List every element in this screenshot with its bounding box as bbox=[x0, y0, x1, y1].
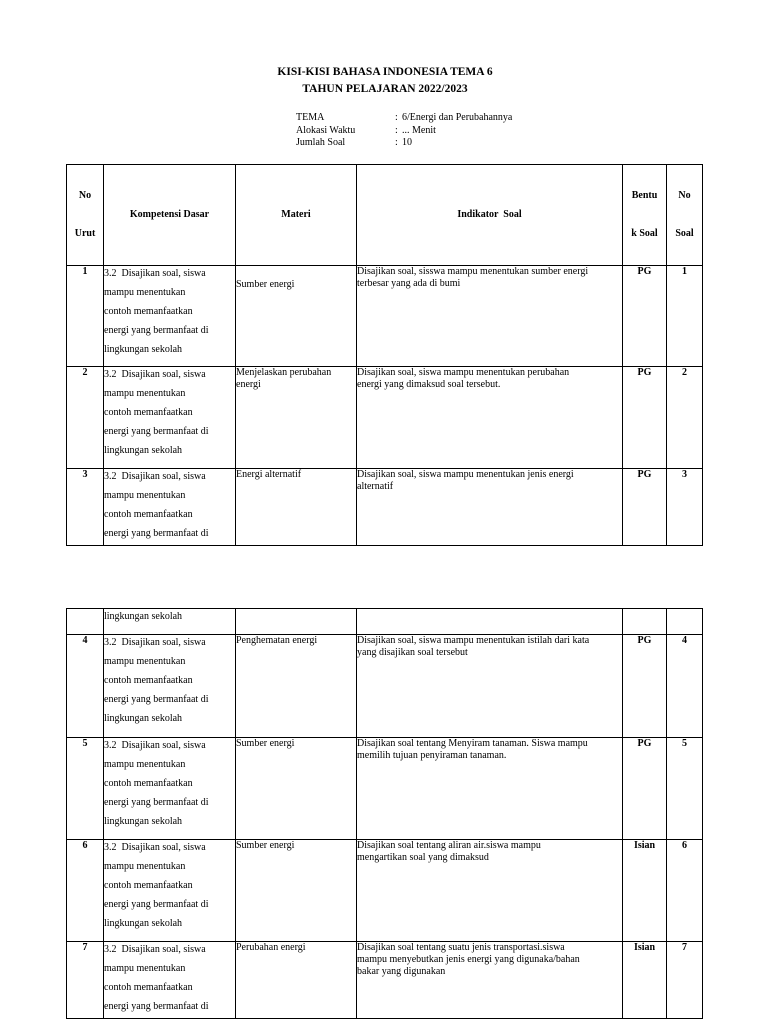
no-soal: 7 bbox=[682, 942, 687, 953]
materi-text bbox=[236, 840, 356, 852]
indikator-soal-text bbox=[357, 738, 622, 762]
kompetensi-dasar-text bbox=[104, 266, 235, 360]
header-line: Urut bbox=[74, 227, 96, 239]
indikator-soal-line: yang disajikan soal tersebut bbox=[357, 647, 468, 658]
kompetensi-dasar-line: lingkungan sekolah bbox=[104, 344, 183, 355]
kompetensi-dasar-line: mampu menentukan bbox=[104, 287, 186, 298]
table-row bbox=[67, 840, 703, 942]
header-bentuk-soal bbox=[623, 165, 667, 266]
header-line: Bentu bbox=[631, 190, 658, 201]
indikator-soal-line: Disajikan soal, siswa mampu menentukan perubahan bbox=[357, 367, 570, 378]
indikator-soal-text bbox=[357, 266, 622, 290]
bentuk-soal: Isian bbox=[633, 840, 656, 851]
indikator-soal-text bbox=[357, 367, 622, 391]
kompetensi-dasar-line: contoh memanfaatkan bbox=[104, 306, 193, 317]
kompetensi-dasar-cell bbox=[104, 840, 236, 942]
bentuk-soal: PG bbox=[637, 367, 652, 378]
kompetensi-dasar-cell bbox=[104, 266, 236, 367]
kompetensi-dasar-line: 3.2 Disajikan soal, siswa bbox=[104, 637, 206, 648]
bentuk-soal: PG bbox=[637, 635, 652, 646]
materi-line: Sumber energi bbox=[236, 738, 295, 749]
materi-cell bbox=[236, 738, 357, 840]
materi-line: energi bbox=[236, 379, 261, 390]
row-number-cell bbox=[67, 367, 104, 469]
no-soal: 3 bbox=[682, 469, 687, 480]
indikator-soal-line: energi yang dimaksud soal tersebut. bbox=[357, 379, 501, 390]
meta-value: 10 bbox=[402, 137, 412, 148]
bentuk-soal-cell bbox=[623, 367, 667, 469]
kompetensi-dasar-line: energi yang bermanfaat di bbox=[104, 528, 209, 539]
indikator-soal-line: memilih tujuan penyiraman tanaman. bbox=[357, 750, 507, 761]
kompetensi-dasar-text bbox=[104, 469, 235, 544]
document-title bbox=[0, 64, 768, 98]
kompetensi-dasar-line: 3.2 Disajikan soal, siswa bbox=[104, 369, 206, 380]
table-row bbox=[67, 609, 703, 635]
kompetensi-dasar-line: lingkungan sekolah bbox=[104, 918, 183, 929]
row-number-cell bbox=[67, 942, 104, 1019]
indikator-soal-line: mampu menyebutkan jenis energi yang digunaka/bahan bbox=[357, 954, 580, 965]
bentuk-soal-cell bbox=[623, 266, 667, 367]
table-header-row bbox=[67, 165, 703, 266]
bentuk-soal: PG bbox=[637, 738, 652, 749]
indikator-soal-cell bbox=[357, 609, 623, 635]
indikator-soal-text bbox=[357, 635, 622, 659]
row-number: 5 bbox=[82, 738, 88, 749]
no-soal: 4 bbox=[682, 635, 687, 646]
title-line-2: TAHUN PELAJARAN 2022/2023 bbox=[302, 83, 468, 95]
kompetensi-dasar-cell bbox=[104, 942, 236, 1019]
meta-info-block bbox=[296, 112, 512, 150]
kompetensi-dasar-line: mampu menentukan bbox=[104, 490, 186, 501]
kompetensi-dasar-line: 3.2 Disajikan soal, siswa bbox=[104, 471, 206, 482]
indikator-soal-line: Disajikan soal tentang suatu jenis transportasi.siswa bbox=[357, 942, 565, 953]
materi-cell bbox=[236, 635, 357, 738]
indikator-soal-cell bbox=[357, 469, 623, 546]
row-number-cell bbox=[67, 266, 104, 367]
no-soal: 6 bbox=[682, 840, 687, 851]
kompetensi-dasar-line: lingkungan sekolah bbox=[104, 713, 183, 724]
row-number: 4 bbox=[82, 635, 88, 646]
kompetensi-dasar-text bbox=[104, 840, 235, 934]
kompetensi-dasar-text bbox=[104, 367, 235, 461]
row-number-cell bbox=[67, 635, 104, 738]
table-body bbox=[67, 266, 703, 546]
materi-line: Sumber energi bbox=[236, 840, 295, 851]
no-soal: 1 bbox=[682, 266, 687, 277]
kompetensi-dasar-line: contoh memanfaatkan bbox=[104, 982, 193, 993]
meta-separator: : bbox=[395, 124, 398, 136]
indikator-soal-line: Disajikan soal tentang aliran air.siswa mampu bbox=[357, 840, 541, 851]
materi-text bbox=[236, 367, 356, 391]
table-row bbox=[67, 738, 703, 840]
indikator-soal-text bbox=[357, 840, 622, 864]
materi-cell bbox=[236, 266, 357, 367]
kompetensi-dasar-cell bbox=[104, 635, 236, 738]
row-number: 3 bbox=[82, 469, 88, 480]
row-number: 6 bbox=[82, 840, 88, 851]
no-soal-cell bbox=[667, 942, 703, 1019]
indikator-soal-text bbox=[357, 942, 622, 978]
materi-text bbox=[236, 469, 356, 481]
kompetensi-dasar-line: mampu menentukan bbox=[104, 388, 186, 399]
kompetensi-dasar-line: contoh memanfaatkan bbox=[104, 509, 193, 520]
materi-line: Perubahan energi bbox=[236, 942, 306, 953]
kompetensi-dasar-line: mampu menentukan bbox=[104, 963, 186, 974]
meta-row-jumlah-soal bbox=[296, 137, 512, 150]
kompetensi-dasar-text bbox=[104, 635, 235, 729]
indikator-soal-cell bbox=[357, 266, 623, 367]
bentuk-soal-cell bbox=[623, 635, 667, 738]
table-row bbox=[67, 942, 703, 1019]
table-row bbox=[67, 635, 703, 738]
kompetensi-dasar-text bbox=[104, 942, 235, 1017]
kompetensi-dasar-line: energi yang bermanfaat di bbox=[104, 797, 209, 808]
kompetensi-dasar-line: contoh memanfaatkan bbox=[104, 407, 193, 418]
meta-label: Jumlah Soal bbox=[296, 137, 346, 148]
no-soal: 2 bbox=[682, 367, 687, 378]
table-row bbox=[67, 469, 703, 546]
indikator-soal-line: bakar yang digunakan bbox=[357, 966, 446, 977]
table-row bbox=[67, 367, 703, 469]
bentuk-soal: PG bbox=[637, 266, 652, 277]
indikator-soal-text bbox=[357, 469, 622, 493]
materi-line: Menjelaskan perubahan bbox=[236, 367, 332, 378]
no-soal-cell bbox=[667, 840, 703, 942]
no-soal-cell bbox=[667, 609, 703, 635]
kompetensi-dasar-line: mampu menentukan bbox=[104, 861, 186, 872]
indikator-soal-cell bbox=[357, 367, 623, 469]
row-number-cell bbox=[67, 840, 104, 942]
kompetensi-dasar-line: 3.2 Disajikan soal, siswa bbox=[104, 740, 206, 751]
meta-separator: : bbox=[395, 112, 398, 123]
kompetensi-dasar-line: lingkungan sekolah bbox=[104, 816, 183, 827]
indikator-soal-line: Disajikan soal, sisswa mampu menentukan sumber energi bbox=[357, 266, 589, 277]
kompetensi-dasar-text bbox=[104, 609, 235, 627]
header-no-urut bbox=[67, 165, 104, 266]
kompetensi-dasar-line: lingkungan sekolah bbox=[104, 445, 183, 456]
kompetensi-dasar-line: energi yang bermanfaat di bbox=[104, 899, 209, 910]
kompetensi-dasar-line: contoh memanfaatkan bbox=[104, 880, 193, 891]
header-materi: Materi bbox=[236, 165, 357, 266]
materi-text bbox=[236, 279, 356, 291]
indikator-soal-cell bbox=[357, 942, 623, 1019]
kompetensi-dasar-cell bbox=[104, 609, 236, 635]
title-line-1: KISI-KISI BAHASA INDONESIA TEMA 6 bbox=[277, 66, 493, 78]
bentuk-soal: Isian bbox=[633, 942, 656, 953]
kompetensi-dasar-line: energi yang bermanfaat di bbox=[104, 325, 209, 336]
header-kompetensi-dasar: Kompetensi Dasar bbox=[104, 165, 236, 266]
materi-text bbox=[236, 738, 356, 750]
meta-value: ... Menit bbox=[402, 124, 436, 136]
indikator-soal-line: Disajikan soal tentang Menyiram tanaman. Siswa mampu bbox=[357, 738, 588, 749]
materi-cell bbox=[236, 367, 357, 469]
materi-cell bbox=[236, 942, 357, 1019]
kompetensi-dasar-line: energi yang bermanfaat di bbox=[104, 1001, 209, 1012]
no-soal: 5 bbox=[682, 738, 687, 749]
materi-text bbox=[236, 942, 356, 954]
indikator-soal-line: Disajikan soal, siswa mampu menentukan jenis energi bbox=[357, 469, 574, 480]
kompetensi-dasar-line: mampu menentukan bbox=[104, 759, 186, 770]
kompetensi-dasar-line: contoh memanfaatkan bbox=[104, 675, 193, 686]
indikator-soal-line: terbesar yang ada di bumi bbox=[357, 278, 461, 289]
table-row bbox=[67, 266, 703, 367]
row-number: 1 bbox=[82, 266, 88, 277]
kompetensi-dasar-line: 3.2 Disajikan soal, siswa bbox=[104, 268, 206, 279]
header-line: No bbox=[678, 190, 691, 201]
indikator-soal-cell bbox=[357, 840, 623, 942]
header-line: No bbox=[78, 190, 92, 201]
kompetensi-dasar-line: energi yang bermanfaat di bbox=[104, 694, 209, 705]
kompetensi-dasar-line: 3.2 Disajikan soal, siswa bbox=[104, 944, 206, 955]
indikator-soal-cell bbox=[357, 635, 623, 738]
row-number: 7 bbox=[82, 942, 88, 953]
no-soal-cell bbox=[667, 266, 703, 367]
header-no-soal bbox=[667, 165, 703, 266]
kompetensi-dasar-line: contoh memanfaatkan bbox=[104, 778, 193, 789]
kisi-kisi-table-page-1 bbox=[66, 164, 703, 546]
kompetensi-dasar-line: lingkungan sekolah bbox=[104, 611, 183, 622]
kompetensi-dasar-cell bbox=[104, 367, 236, 469]
bentuk-soal-cell bbox=[623, 609, 667, 635]
header-line: Soal bbox=[675, 227, 694, 239]
no-soal-cell bbox=[667, 469, 703, 546]
row-number: 2 bbox=[82, 367, 88, 378]
meta-value: 6/Energi dan Perubahannya bbox=[402, 112, 513, 123]
row-number-cell bbox=[67, 738, 104, 840]
materi-line: Penghematan energi bbox=[236, 635, 318, 646]
bentuk-soal-cell bbox=[623, 942, 667, 1019]
kompetensi-dasar-line: energi yang bermanfaat di bbox=[104, 426, 209, 437]
kompetensi-dasar-cell bbox=[104, 469, 236, 546]
bentuk-soal: PG bbox=[637, 469, 652, 480]
kompetensi-dasar-text bbox=[104, 738, 235, 832]
no-soal-cell bbox=[667, 738, 703, 840]
no-soal-cell bbox=[667, 635, 703, 738]
kompetensi-dasar-cell bbox=[104, 738, 236, 840]
indikator-soal-line: Disajikan soal, siswa mampu menentukan istilah dari kata bbox=[357, 635, 590, 646]
materi-line: Energi alternatif bbox=[236, 469, 302, 480]
materi-cell bbox=[236, 840, 357, 942]
bentuk-soal-cell bbox=[623, 840, 667, 942]
bentuk-soal-cell bbox=[623, 738, 667, 840]
kisi-kisi-table-page-2 bbox=[66, 608, 703, 1019]
indikator-soal-line: mengartikan soal yang dimaksud bbox=[357, 852, 489, 863]
header-line: k Soal bbox=[631, 227, 658, 239]
row-number-cell bbox=[67, 609, 104, 635]
header-indikator-soal: Indikator Soal bbox=[357, 165, 623, 266]
meta-row-tema bbox=[296, 112, 512, 125]
meta-label: TEMA bbox=[296, 112, 325, 123]
materi-text bbox=[236, 635, 356, 647]
row-number-cell bbox=[67, 469, 104, 546]
materi-line: Sumber energi bbox=[236, 279, 295, 290]
bentuk-soal-cell bbox=[623, 469, 667, 546]
table-body bbox=[67, 609, 703, 1019]
kompetensi-dasar-line: mampu menentukan bbox=[104, 656, 186, 667]
no-soal-cell bbox=[667, 367, 703, 469]
indikator-soal-cell bbox=[357, 738, 623, 840]
indikator-soal-line: alternatif bbox=[357, 481, 394, 492]
kompetensi-dasar-line: 3.2 Disajikan soal, siswa bbox=[104, 842, 206, 853]
meta-separator: : bbox=[395, 137, 398, 148]
meta-label: Alokasi Waktu bbox=[296, 124, 356, 136]
materi-cell bbox=[236, 469, 357, 546]
materi-cell bbox=[236, 609, 357, 635]
meta-row-alokasi-waktu bbox=[296, 125, 512, 138]
